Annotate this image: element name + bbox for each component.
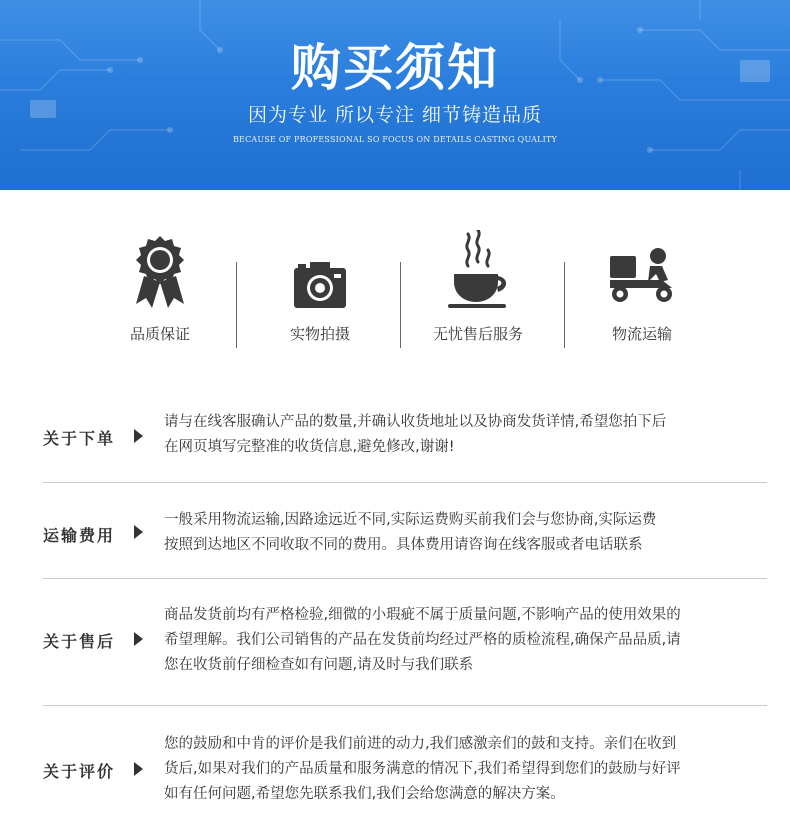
- feature-logistics: [562, 230, 722, 360]
- section-body: [164, 410, 764, 460]
- divider: [43, 578, 767, 579]
- section-line: 您的鼓励和中肯的评价是我们前进的动力,我们感激亲们的鼓和支持。亲们在收到: [164, 736, 677, 752]
- coffee-cup-icon: [438, 230, 518, 310]
- arrow-right-icon: [134, 525, 143, 539]
- divider: [236, 262, 237, 348]
- section-line: 如有任何问题,希望您先联系我们,我们会给您满意的解决方案。: [164, 786, 565, 802]
- divider: [400, 262, 401, 348]
- section-title: 关于下单: [43, 429, 116, 448]
- section-line: 按照到达地区不同收取不同的费用。具体费用请咨询在线客服或者电话联系: [164, 537, 643, 553]
- divider: [43, 705, 767, 706]
- section-line: 您在收货前仔细检查如有问题,请及时与我们联系: [164, 657, 474, 673]
- section-line: 请与在线客服确认产品的数量,并确认收货地址以及协商发货详情,希望您拍下后: [164, 414, 667, 430]
- page-title: 购买须知: [291, 39, 499, 97]
- page-subtitle-english: BECAUSE OF PROFESSIONAL SO FOCUS ON DETAILS CASTING QUALITY: [232, 135, 558, 144]
- section-body: [164, 603, 764, 678]
- feature-label: 品质保证: [129, 325, 190, 343]
- section-body: [164, 508, 764, 558]
- section-shipping: [0, 508, 790, 568]
- section-line: 一般采用物流运输,因路途远近不同,实际运费购买前我们会与您协商,实际运费: [164, 512, 657, 528]
- feature-label: 实物拍摄: [289, 325, 350, 343]
- feature-label: 无忧售后服务: [432, 325, 523, 343]
- feature-photo: [240, 230, 400, 360]
- section-review: [0, 732, 790, 812]
- award-medal-icon: [130, 230, 190, 310]
- feature-service: [398, 230, 558, 360]
- page-subtitle: 因为专业 所以专注 细节铸造品质: [247, 104, 543, 126]
- section-line: 商品发货前均有严格检验,细微的小瑕疵不属于质量问题,不影响产品的使用效果的: [164, 607, 681, 623]
- delivery-scooter-icon: [602, 230, 682, 310]
- section-aftersales: [0, 603, 790, 683]
- section-title: 关于评价: [43, 762, 116, 781]
- arrow-right-icon: [134, 632, 143, 646]
- arrow-right-icon: [134, 762, 143, 776]
- feature-quality: [80, 230, 240, 360]
- divider: [43, 482, 767, 483]
- section-title: 关于售后: [43, 632, 116, 651]
- divider: [564, 262, 565, 348]
- header-banner: [0, 0, 790, 190]
- section-body: [164, 732, 764, 807]
- section-order: [0, 410, 790, 470]
- section-line: 希望理解。我们公司销售的产品在发货前均经过严格的质检流程,确保产品品质,请: [164, 632, 681, 648]
- feature-label: 物流运输: [611, 325, 672, 343]
- section-line: 在网页填写完整准的收货信息,避免修改,谢谢!: [164, 439, 455, 455]
- feature-row: [0, 230, 790, 360]
- section-title: 运输费用: [43, 526, 116, 545]
- section-line: 货后,如果对我们的产品质量和服务满意的情况下,我们希望得到您们的鼓励与好评: [164, 761, 681, 777]
- camera-icon: [290, 230, 350, 310]
- arrow-right-icon: [134, 429, 143, 443]
